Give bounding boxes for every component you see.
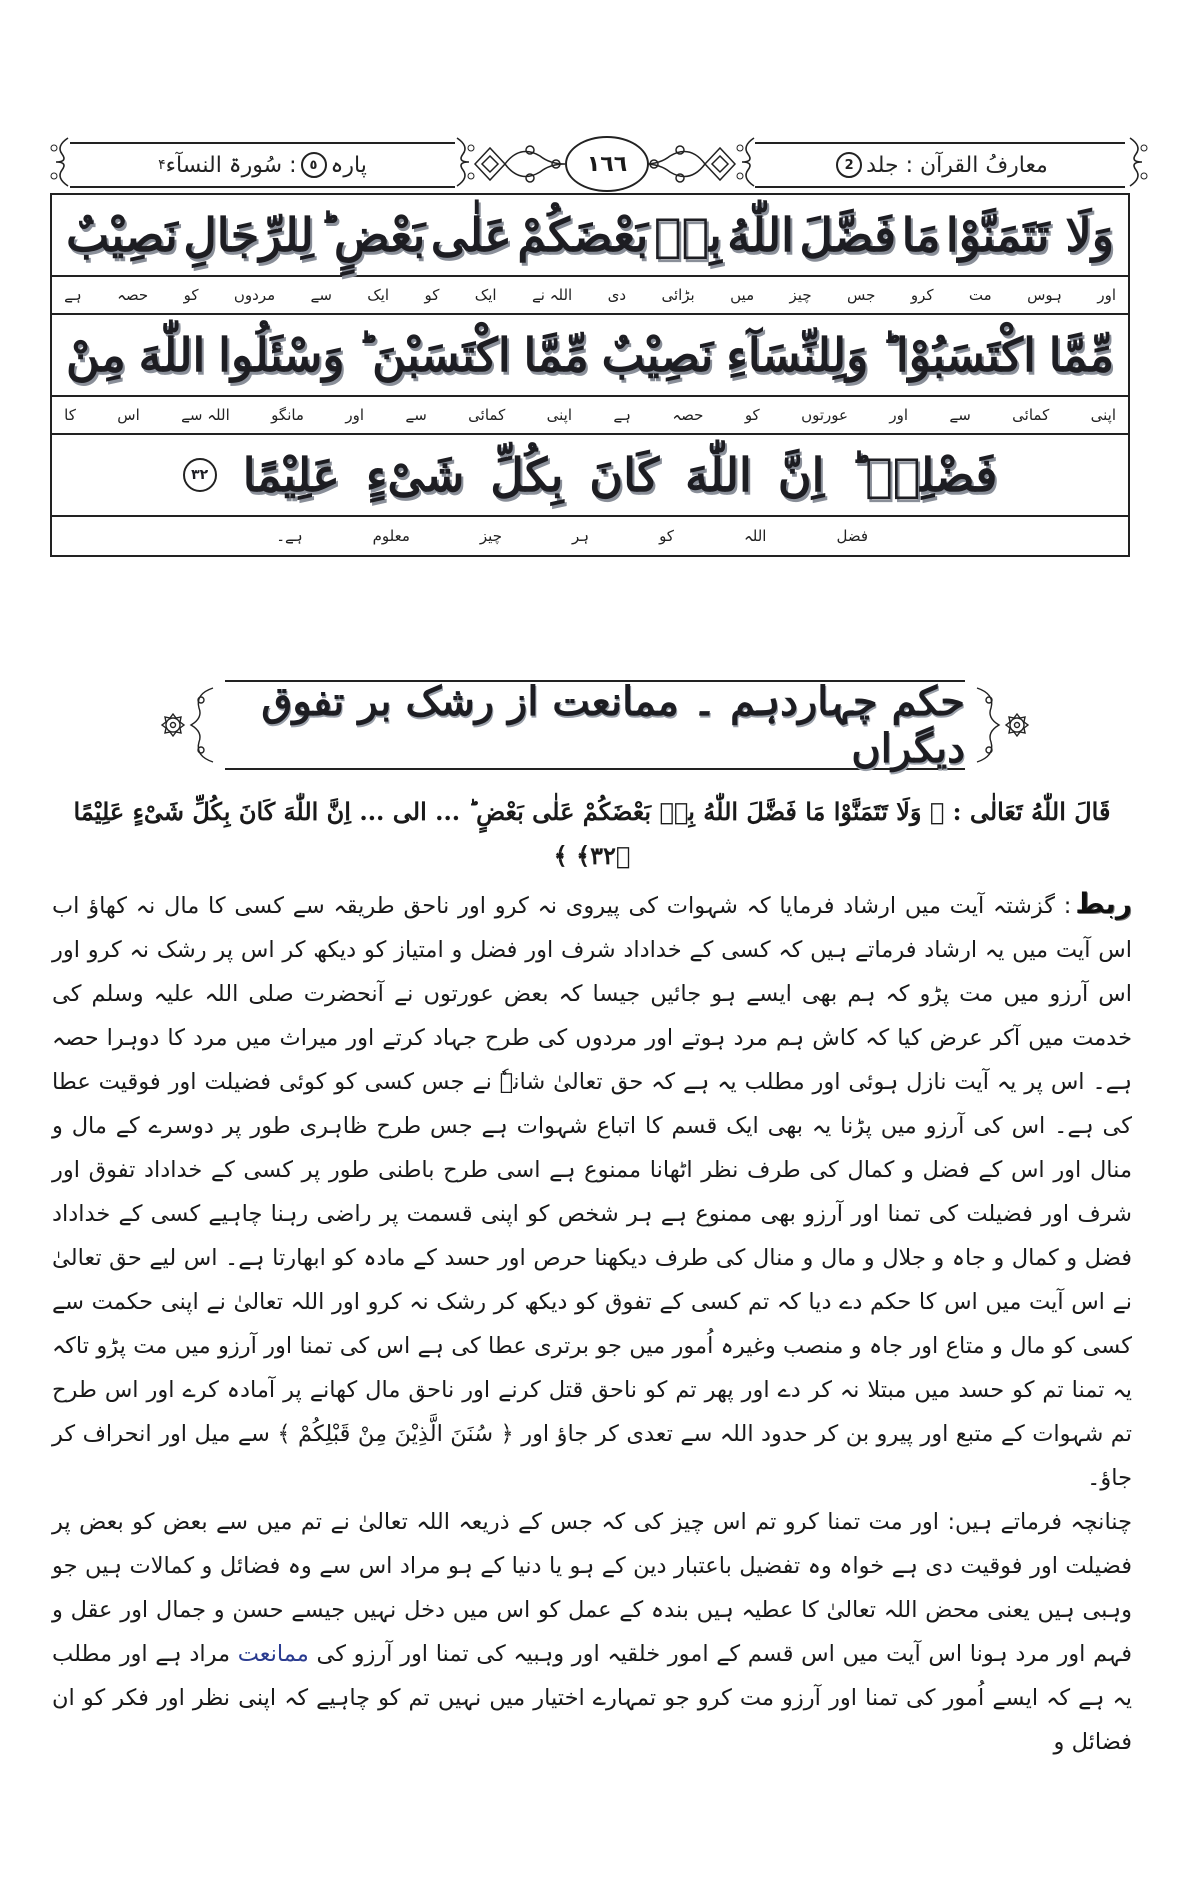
translation-row bbox=[52, 277, 1128, 315]
arabic-word: شَیْءٍ bbox=[365, 448, 465, 502]
surah-label: : سُورۃ النسآء bbox=[165, 152, 297, 178]
translation-row bbox=[52, 397, 1128, 435]
translation-word: اور bbox=[345, 406, 365, 424]
translation-word: کمائی bbox=[1012, 406, 1050, 424]
para-number: ٥ bbox=[301, 152, 327, 178]
arabic-word: بَعْضٍ ؕ bbox=[319, 208, 426, 262]
translation-word: کرو bbox=[910, 286, 934, 304]
translation-word: اللہ نے bbox=[531, 286, 573, 304]
translation-word: عورتوں bbox=[801, 406, 848, 424]
translation-word: ہے۔ bbox=[276, 527, 303, 545]
arabic-word: بِكُلِّ bbox=[490, 448, 564, 502]
translation-word: مانگو bbox=[271, 406, 304, 424]
arabic-word: عَلٰى bbox=[430, 208, 512, 262]
translation-word: اور bbox=[889, 406, 909, 424]
para-label: پارہ bbox=[330, 152, 367, 178]
header-ornament-left-icon bbox=[44, 136, 70, 188]
page-number: ١٦٦ bbox=[565, 136, 649, 192]
translation-word: کو bbox=[659, 527, 674, 545]
translation-word: ہوس bbox=[1027, 286, 1062, 304]
ayah-number-marker: ٣٢ bbox=[183, 458, 217, 492]
translation-word: چیز bbox=[479, 527, 502, 545]
surah-number: ۴ bbox=[158, 157, 166, 173]
translation-word: اس bbox=[117, 406, 140, 424]
inline-verse-quote: ﴿ سُنَنَ الَّذِيْنَ مِنْ قَبْلِكُمْ ﴾ bbox=[277, 1421, 514, 1447]
translation-word: ہر bbox=[571, 527, 590, 545]
translation-word: اللہ bbox=[743, 527, 767, 545]
highlighted-word: ممانعت bbox=[237, 1641, 309, 1667]
translation-word: ایک bbox=[367, 286, 390, 304]
arabic-word: بَعْضَكُمْ bbox=[517, 208, 649, 262]
translation-word: مت bbox=[968, 286, 992, 304]
arabic-verse-row bbox=[52, 315, 1128, 397]
translation-word: سے bbox=[405, 406, 427, 424]
arabic-word: وَلَا تَتَمَنَّوْا bbox=[945, 208, 1114, 262]
arabic-word: فَضَّلَ bbox=[799, 208, 897, 262]
arabic-word: نَصِيْبٌ bbox=[66, 208, 178, 262]
paragraph-rabt bbox=[52, 882, 1132, 1500]
arabic-word: اكْتَسَبْنَ ؕ bbox=[357, 328, 511, 382]
section-heading: حکم چہاردہم ۔ ممانعت از رشک بر تفوق دیگراں bbox=[225, 680, 965, 770]
translation-word: سے bbox=[949, 406, 971, 424]
rabt-label: ربط bbox=[1075, 887, 1132, 920]
arabic-word: نَصِيْبٌ bbox=[601, 328, 714, 382]
translation-word: دی bbox=[607, 286, 627, 304]
verse-citation bbox=[52, 790, 1132, 878]
paragraph-explanation bbox=[52, 1500, 1132, 1764]
translation-word: مردوں bbox=[233, 286, 276, 304]
arabic-word: اللّٰهُ bbox=[727, 208, 794, 262]
arabic-word: مَا bbox=[901, 208, 941, 262]
translation-word: سے bbox=[310, 286, 332, 304]
arabic-word: مِنْ bbox=[66, 328, 126, 382]
book-title: معارفُ القرآن : جلد bbox=[866, 152, 1048, 178]
arabic-word: اللّٰهَ bbox=[138, 328, 206, 382]
arabic-word: اللّٰهَ bbox=[685, 448, 752, 502]
translation-word: ہے bbox=[64, 286, 82, 304]
volume-number: 2 bbox=[836, 152, 862, 178]
arabic-word: اِنَّ bbox=[777, 448, 825, 502]
arabic-word: مِّمَّا bbox=[523, 328, 589, 382]
translation-word: کو bbox=[183, 286, 199, 304]
paragraph-text: مراد ہے اور مطلب یہ ہے کہ ایسے اُمور کی تمنا اور آرزو مت کرو جو تمہارے اختیار میں نہیں تم کو چاہیے کہ اپنی نظر اور فکر کو ان فضائل و bbox=[52, 1641, 1132, 1755]
translation-word: کو bbox=[424, 286, 440, 304]
commentary-body bbox=[52, 790, 1132, 1764]
translation-word: اپنی bbox=[546, 406, 572, 424]
paragraph-text: سے میل اور انحراف کر جاؤ۔ bbox=[52, 1421, 1132, 1491]
arabic-word: بِهٖ bbox=[653, 208, 722, 262]
arabic-word: وَلِلنِّسَآءِ bbox=[726, 328, 869, 382]
translation-word: جس bbox=[847, 286, 876, 304]
arabic-word: مِّمَّا bbox=[1048, 328, 1114, 382]
translation-word: میں bbox=[730, 286, 755, 304]
citation-prefix: قَالَ اللّٰهُ تَعَالٰی : bbox=[952, 797, 1111, 826]
header-ornament-mid-left-icon bbox=[455, 136, 481, 188]
arabic-verse-row bbox=[52, 435, 1128, 517]
para-surah-box bbox=[70, 142, 455, 188]
translation-row bbox=[52, 517, 1128, 555]
header-ornament-right-icon bbox=[1128, 136, 1154, 188]
translation-word: کو bbox=[744, 406, 760, 424]
book-title-box bbox=[755, 142, 1125, 188]
arabic-word: اكْتَسَبُوْا ؕ bbox=[881, 328, 1036, 382]
section-heading-frame bbox=[155, 680, 1035, 770]
translation-word: ہے bbox=[613, 406, 631, 424]
page-number-ornament bbox=[470, 134, 740, 194]
paragraph-text: : گزشتہ آیت میں ارشاد فرمایا کہ شہوات کی پیروی نہ کرو اور ناحق طریقہ سے کسی کا مال نہ کھاؤ اب اس آیت میں یہ ارشاد فرماتے ہیں کہ کسی کے خداداد شرف اور فضل و امتیاز کو دیکھ کر اس پر رشک نہ کرو اور اس آرزو میں مت پڑو کہ ہم بھی ایسے ہو جائیں جیسا کہ بعض عورتوں نے آنحضرت صلی اللہ علیہ وسلم کی خدمت میں آکر عرض کیا کہ کاش ہم مرد ہوتے اور مردوں کی طرح جہاد کرتے اور میراث میں مرد کا دوہرا حصہ ہے۔ اس پر یہ آیت نازل ہوئی اور مطلب یہ ہے کہ حق تعالیٰ شانہٗ نے جس کسی کو کوئی فضیلت اور فوقیت عطا کی ہے۔ اس کی آرزو میں پڑنا یہ بھی ایک قسم کا اتباع شہوات ہے جس طرح ظاہری طور پر دوسرے کے مال و منال اور اس کے فضل و کمال کی طرف نظر اٹھانا ممنوع ہے اسی طرح باطنی طور پر کسی کے خداداد تفوق اور شرف اور فضیلت کی تمنا اور آرزو بھی ممنوع ہے ہر شخص کو اپنی قسمت پر راضی رہنا چاہیے کسی کے خداداد فضل و کمال و جاہ و جلال و مال و منال کی طرف دیکھنا حرص اور حسد کے مادہ کو ابھارتا ہے۔ اس لیے حق تعالیٰ نے اس آیت میں اس کا حکم دے دیا کہ تم کسی کے تفوق کو دیکھ کر رشک نہ کرو اور اللہ تعالیٰ نے اپنی حکمت سے کسی کو مال و متاع اور جاہ و منصب وغیرہ اُمور میں جو برتری عطا کی ہے اس کی تمنا اور آرزو میں مت پڑو تاکہ یہ تمنا تم کو حسد میں مبتلا نہ کر دے اور پھر تم کو ناحق قتل کرنے اور ناحق مال کھانے پر آمادہ کرے اور اس طرح تم شہوات کے متبع اور پیرو بن کر حدود اللہ سے تعدی کر جاؤ اور bbox=[52, 893, 1133, 1447]
translation-word: کا bbox=[64, 406, 76, 424]
arabic-word: فَضْلِهٖ ؕ bbox=[850, 448, 998, 502]
arabic-word: كَانَ bbox=[589, 448, 660, 502]
paragraph-text: چنانچہ فرماتے ہیں: اور مت تمنا کرو تم اس چیز کی کہ جس کے ذریعہ اللہ تعالیٰ نے تم میں سے بعض کو بعض پر فضیلت اور فوقیت دی ہے خواہ وہ تفضیل باعتبار دین کے ہو یا دنیا کے ہو مراد اس سے وہ فضائل و کمالات ہیں جو وہبی ہیں یعنی محض اللہ تعالیٰ کا عطیہ ہیں بندہ کے عمل کو اس میں دخل نہیں جیسے حسن و جمال اور عقل و فہم اور مرد ہونا اس آیت میں اس قسم کے امور خلقیہ اور وہبیہ کی تمنا اور آرزو کی bbox=[52, 1509, 1132, 1667]
citation-verse: ﴿ وَلَا تَتَمَنَّوْا مَا فَضَّلَ اللّٰهُ بِهٖ بَعْضَكُمْ عَلٰى بَعْضٍ ؕ ... الی ... اِنَّ اللّٰهَ كَانَ بِكُلِّ شَیْءٍ عَلِيْمًا ﴿٣٢﴾ ﴾ bbox=[73, 797, 945, 870]
translation-word: چیز bbox=[789, 286, 812, 304]
arabic-word: وَسْئَلُوا bbox=[218, 328, 345, 382]
running-header bbox=[40, 140, 1155, 188]
flower-ornament-right-icon bbox=[975, 684, 1035, 766]
translation-word: بڑائی bbox=[661, 286, 695, 304]
arabic-word: لِلرِّجَالِ bbox=[183, 208, 314, 262]
flower-ornament-left-icon bbox=[155, 684, 215, 766]
arabic-word: عَلِيْمًا bbox=[242, 448, 340, 502]
translation-word: فضل bbox=[836, 527, 868, 545]
translation-word: معلوم bbox=[372, 527, 410, 545]
translation-word: کمائی bbox=[468, 406, 506, 424]
translation-word: اور bbox=[1097, 286, 1116, 304]
translation-word: اپنی bbox=[1090, 406, 1116, 424]
translation-word: ایک bbox=[474, 286, 497, 304]
arabic-verse-row bbox=[52, 195, 1128, 277]
translation-word: اللہ سے bbox=[181, 406, 230, 424]
verse-table bbox=[50, 193, 1130, 557]
translation-word: حصہ bbox=[117, 286, 149, 304]
translation-word: حصہ bbox=[672, 406, 704, 424]
